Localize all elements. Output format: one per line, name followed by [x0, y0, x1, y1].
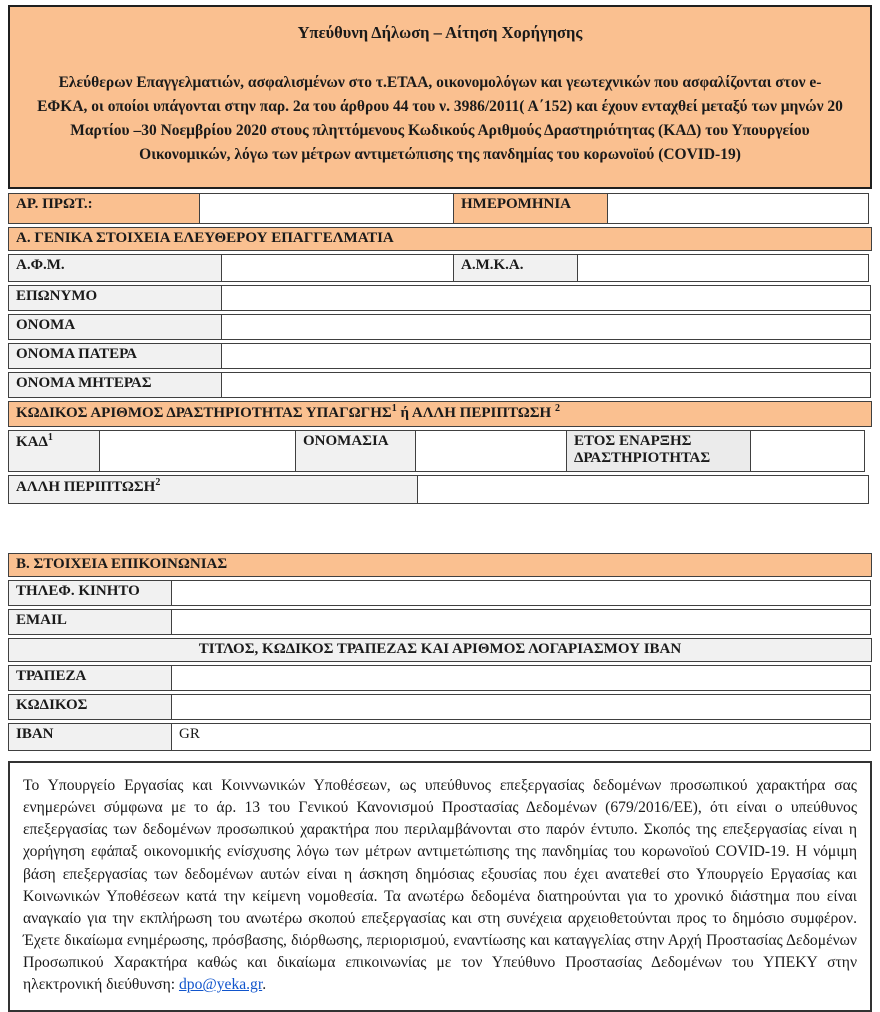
kad-title-superscript-1: 1 — [391, 403, 397, 415]
section-a-table — [8, 193, 872, 504]
section-a-header-row — [8, 227, 872, 251]
other-case-row — [8, 475, 872, 504]
father-name-input[interactable] — [221, 343, 871, 369]
kad-row — [8, 430, 872, 472]
kad-label: ΚΑΔ$^1$ — [8, 430, 100, 472]
bank-name-row — [8, 665, 872, 691]
email-row — [8, 609, 872, 635]
protocol-row — [8, 193, 872, 224]
other-case-label: ΑΛΛΗ ΠΕΡΙΠΤΩΣΗ$^2$ — [8, 475, 418, 504]
amka-label: Α.Μ.Κ.Α. — [453, 254, 578, 282]
firstname-label: ΟΝΟΜΑ — [8, 314, 222, 340]
kad-input[interactable] — [99, 430, 296, 472]
date-input[interactable] — [607, 193, 869, 224]
section-b-title: Β. ΣΤΟΙΧΕΙΑ ΕΠΙΚΟΙΝΩΝΙΑΣ — [8, 553, 872, 577]
mother-name-label: ΟΝΟΜΑ ΜΗΤΕΡΑΣ — [8, 372, 222, 398]
kad-header-row — [8, 401, 872, 427]
onomasia-input[interactable] — [415, 430, 567, 472]
iban-input[interactable]: GR — [171, 723, 871, 751]
surname-row — [8, 285, 872, 311]
gdpr-spacer — [8, 754, 872, 761]
mobile-phone-input[interactable] — [171, 580, 871, 606]
firstname-input[interactable] — [221, 314, 871, 340]
date-label: ΗΜΕΡΟΜΗΝΙΑ — [453, 193, 608, 224]
section-spacer — [8, 507, 872, 549]
afm-label: Α.Φ.Μ. — [8, 254, 222, 282]
afm-input[interactable] — [221, 254, 454, 282]
activity-start-year-label: ΕΤΟΣ ΕΝΑΡΞΗΣ ΔΡΑΣΤΗΡΙΟΤΗΤΑΣ — [566, 430, 751, 472]
protocol-number-input[interactable] — [199, 193, 454, 224]
bank-section-title: ΤΙΤΛΟΣ, ΚΩΔΙΚΟΣ ΤΡΑΠΕΖΑΣ ΚΑΙ ΑΡΙΘΜΟΣ ΛΟΓΑΡΙΑΣΜΟΥ ΙΒΑΝ — [8, 638, 872, 662]
bank-code-label: ΚΩΔΙΚΟΣ — [8, 694, 172, 720]
kad-section-title: ΚΩΔΙΚΟΣ ΑΡΙΘΜΟΣ ΔΡΑΣΤΗΡΙΟΤΗΤΑΣ ΥΠΑΓΩΓΗΣ$^1$ ή ΑΛΛΗ ΠΕΡΙΠΤΩΣΗ $^2$ — [8, 401, 872, 427]
bank-name-label: ΤΡΑΠΕΖΑ — [8, 665, 172, 691]
other-case-input[interactable] — [417, 475, 869, 504]
declaration-form-page — [8, 5, 872, 1012]
amka-input[interactable] — [577, 254, 869, 282]
iban-label: IBAN — [8, 723, 172, 751]
father-name-label: ΟΝΟΜΑ ΠΑΤΕΡΑ — [8, 343, 222, 369]
firstname-row — [8, 314, 872, 340]
onomasia-label: ΟΝΟΜΑΣΙΑ — [295, 430, 416, 472]
email-input[interactable] — [171, 609, 871, 635]
section-b-header-row — [8, 553, 872, 577]
father-name-row — [8, 343, 872, 369]
form-subtitle: Ελεύθερων Επαγγελματιών, ασφαλισμένων στο τ.ΕΤΑΑ, οικονομολόγων και γεωτεχνικών που ασφαλίζονται στον e-ΕΦΚΑ, οι οποίοι υπάγονται στην παρ. 2α του άρθρου 44 του ν. 3986/2011( Α΄152) και έχουν ενταχθεί μεταξύ των μηνών 20 Μαρτίου –30 Νοεμβρίου 2020 στους πληττόμενους Κωδικούς Αριθμούς Δραστηριότητας (ΚΑΔ) του Υπουργείου Οικονομικών, λόγω των μέτρων αντιμετώπισης της πανδημίας του κορωνοϊού (COVID-19) — [37, 74, 843, 164]
mobile-phone-label: ΤΗΛΕΦ. ΚΙΝΗΤΟ — [8, 580, 172, 606]
email-label: EMAIL — [8, 609, 172, 635]
activity-start-year-input[interactable] — [750, 430, 865, 472]
kad-title-superscript-2: 2 — [554, 403, 560, 415]
section-a-title: Α. ΓΕΝΙΚΑ ΣΤΟΙΧΕΙΑ ΕΛΕΥΘΕΡΟΥ ΕΠΑΓΓΕΛΜΑΤΙΑ — [8, 227, 872, 251]
mobile-phone-row — [8, 580, 872, 606]
bank-name-input[interactable] — [171, 665, 871, 691]
gdpr-notice-box — [8, 761, 872, 1012]
form-header-box — [8, 5, 872, 189]
gdpr-text: Το Υπουργείο Εργασίας και Κοιννωνικών Υποθέσεων, ως υπεύθυνος επεξεργασίας δεδομένων προσωπικού χαρακτήρα σας ενημερώνει σύμφωνα με το άρ. 13 του Γενικού Κανονισμού Προστασίας Δεδομένων (679/2016/ΕΕ), ότι είναι ο υπεύθυνος επεξεργασίας των δεδομένων προσωπικού χαρακτήρα που περιλαμβάνονται στο παρόν έντυπο. Σκοπός της επεξεργασίας είναι η χορήγηση εφάπαξ οικονομικής ενίσχυσης λόγω των μέτρων αντιμετώπισης της πανδημίας του κορωνοϊού COVID-19. Η νόμιμη βάση επεξεργασίας των δεδομένων αυτών είναι η άσκηση δημόσιας εξουσίας που έχει ανατεθεί στο Υπουργείο Εργασίας και Κοινωνικών Υποθέσεων κατά την κείμενη νομοθεσία. Τα ανωτέρω δεδομένα διατηρούνται για το χρονικό διάστημα που είναι αναγκαίο για την εκπλήρωση του ανωτέρω σκοπού επεξεργασίας και στη συνέχεια αρχειοθετούνται προς το δημόσιο συμφέρον. Έχετε δικαίωμα ενημέρωσης, πρόσβασης, διόρθωσης, περιορισμού, εναντίωσης και καταγγελίας στην Αρχή Προστασίας Δεδομένων Προσωπικού Χαρακτήρα καθώς και δικαίωμα επικοινωνίας με τον Υπεύθυνο Προστασίας Δεδομένων του ΥΠΕΚΥ στην ηλεκτρονική διεύθυνση: — [23, 777, 857, 994]
mother-name-row — [8, 372, 872, 398]
bank-code-row — [8, 694, 872, 720]
section-b-table — [8, 553, 872, 751]
surname-label: ΕΠΩΝΥΜΟ — [8, 285, 222, 311]
bank-header-row — [8, 638, 872, 662]
form-title: Υπεύθυνη Δήλωση – Αίτηση Χορήγησης — [297, 23, 583, 42]
mother-name-input[interactable] — [221, 372, 871, 398]
bank-code-input[interactable] — [171, 694, 871, 720]
protocol-number-label: ΑΡ. ΠΡΩΤ.: — [8, 193, 200, 224]
dpo-email-link[interactable]: dpo@yeka.gr — [178, 976, 263, 994]
surname-input[interactable] — [221, 285, 871, 311]
iban-row — [8, 723, 872, 751]
gdpr-text-suffix: . — [262, 976, 267, 994]
afm-amka-row — [8, 254, 872, 282]
